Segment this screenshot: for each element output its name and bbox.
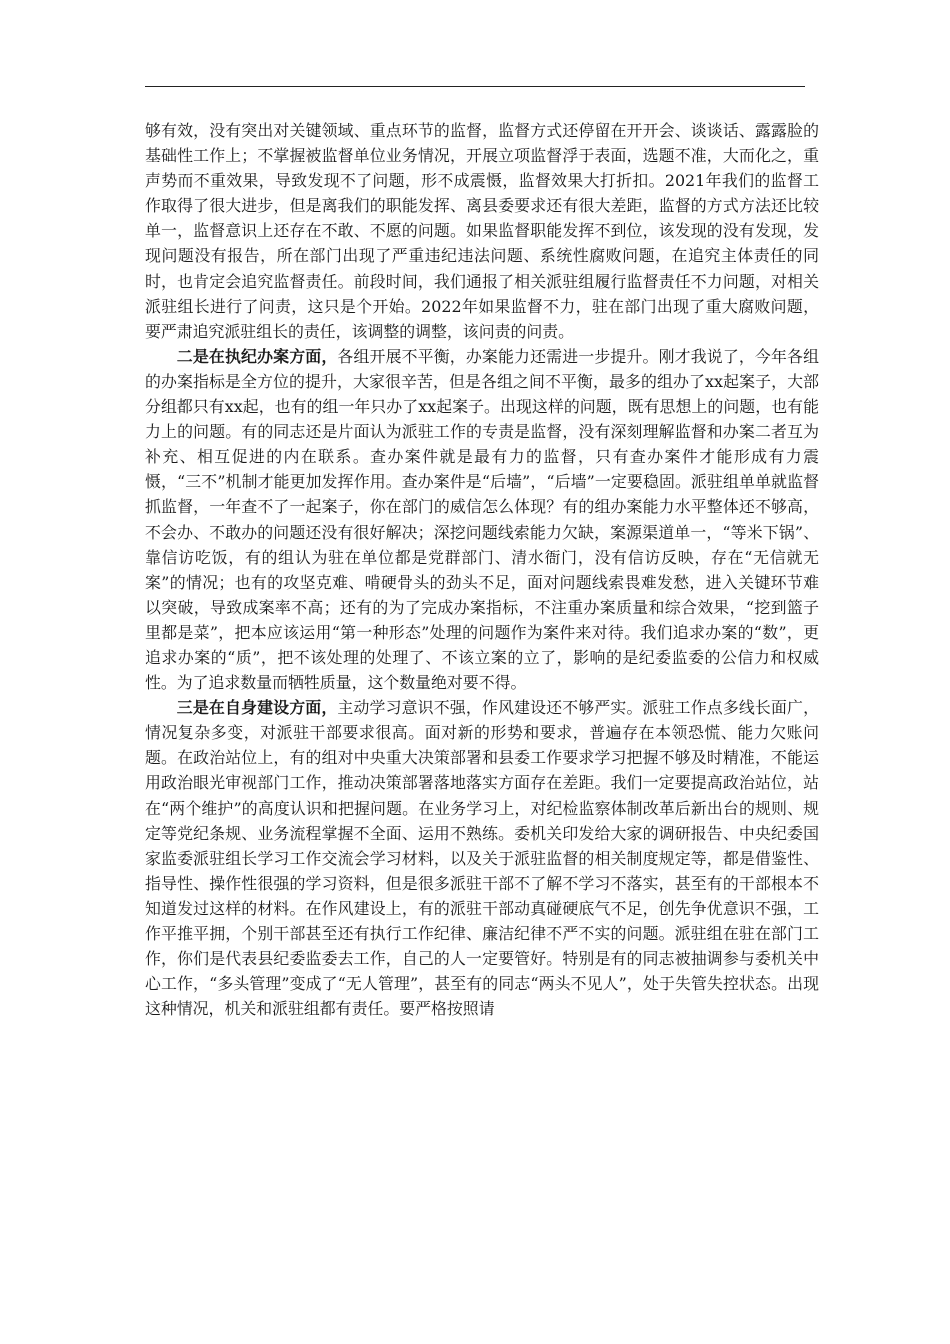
paragraph-continuation bbox=[145, 118, 819, 344]
paragraph-lead: 三是在自身建设方面， bbox=[176, 698, 338, 718]
paragraph-case-handling bbox=[145, 344, 819, 695]
document-body bbox=[145, 118, 819, 1021]
paragraph-text: 够有效，没有突出对关键领域、重点环节的监督，监督方式还停留在开开会、谈谈话、露露脸的基础性工作上；不掌握被监督单位业务情况，开展立项监督浮于表面，选题不准，大而化之，重声势而不重效果，导致发现不了问题，形不成震慑，监督效果大打折扣。2021年我们的监督工作取得了很大进步，但是离我们的职能发挥、离县委要求还有很大差距，监督的方式方法还比较单一，监督意识上还存在不敢、不愿的问题。如果监督职能发挥不到位，该发现的没有发现，发现问题没有报告，所在部门出现了严重违纪违法问题、系统性腐败问题，在追究主体责任的同时，也肯定会追究监督责任。前段时间，我们通报了相关派驻组履行监督责任不力问题，对相关派驻组长进行了问责，这只是个开始。2022年如果监督不力，驻在部门出现了重大腐败问题，要严肃追究派驻组长的责任，该调整的调整，该问责的问责。 bbox=[145, 121, 819, 341]
paragraph-lead: 二是在执纪办案方面， bbox=[176, 346, 338, 366]
paragraph-text: 主动学习意识不强，作风建设还不够严实。派驻工作点多线长面广，情况复杂多变，对派驻干部要求很高。面对新的形势和要求，普遍存在本领恐慌、能力欠账问题。在政治站位上，有的组对中央重大决策部署和县委工作要求学习把握不够及时精准，不能运用政治眼光审视部门工作，推动决策部署落地落实方面存在差距。我们一定要提高政治站位，站在“两个维护”的高度认识和把握问题。在业务学习上，对纪检监察体制改革后新出台的规则、规定等党纪条规、业务流程掌握不全面、运用不熟练。委机关印发给大家的调研报告、中央纪委国家监委派驻组长学习工作交流会学习材料，以及关于派驻监督的相关制度规定等，都是借鉴性、指导性、操作性很强的学习资料，但是很多派驻干部不了解不学习不落实，甚至有的干部根本不知道发过这样的材料。在作风建设上，有的派驻干部动真碰硬底气不足，创先争优意识不强，工作平推平拥，个别干部甚至还有执行工作纪律、廉洁纪律不严不实的问题。派驻组在驻在部门工作，你们是代表县纪委监委去工作，自己的人一定要管好。特别是有的同志被抽调参与委机关中心工作，“多头管理”变成了“无人管理”，甚至有的同志“两头不见人”，处于失管失控状态。出现这种情况，机关和派驻组都有责任。要严格按照请 bbox=[145, 698, 820, 1019]
header-rule bbox=[145, 86, 805, 87]
paragraph-self-building bbox=[145, 695, 819, 1021]
paragraph-text: 各组开展不平衡，办案能力还需进一步提升。刚才我说了，今年各组的办案指标是全方位的提升，大家很辛苦，但是各组之间不平衡，最多的组办了xx起案子，大部分组都只有xx起，也有的组一年只办了xx起案子。出现这样的问题，既有思想上的问题，也有能力上的问题。有的同志还是片面认为派驻工作的专责是监督，没有深刻理解监督和办案二者互为补充、相互促进的内在联系。查办案件就是最有力的监督，只有查办案件才能形成有力震慑，“三不”机制才能更加发挥作用。查办案件是“后墙”，“后墙”一定要稳固。派驻组单单就监督抓监督，一年查不了一起案子，你在部门的威信怎么体现？有的组办案能力水平整体还不够高，不会办、不敢办的问题还没有很好解决；深挖问题线索能力欠缺，案源渠道单一，“等米下锅”、靠信访吃饭，有的组认为驻在单位都是党群部门、清水衙门，没有信访反映，存在“无信就无案”的情况；也有的攻坚克难、啃硬骨头的劲头不足，面对问题线索畏难发愁，进入关键环节难以突破，导致成案率不高；还有的为了完成办案指标，不注重办案质量和综合效果，“挖到篮子里都是菜”，把本应该运用“第一种形态”处理的问题作为案件来对待。我们追求办案的“数”，更追求办案的“质”，把不该处理的处理了、不该立案的立了，影响的是纪委监委的公信力和权威性。为了追求数量而牺牲质量，这个数量绝对要不得。 bbox=[145, 346, 820, 693]
